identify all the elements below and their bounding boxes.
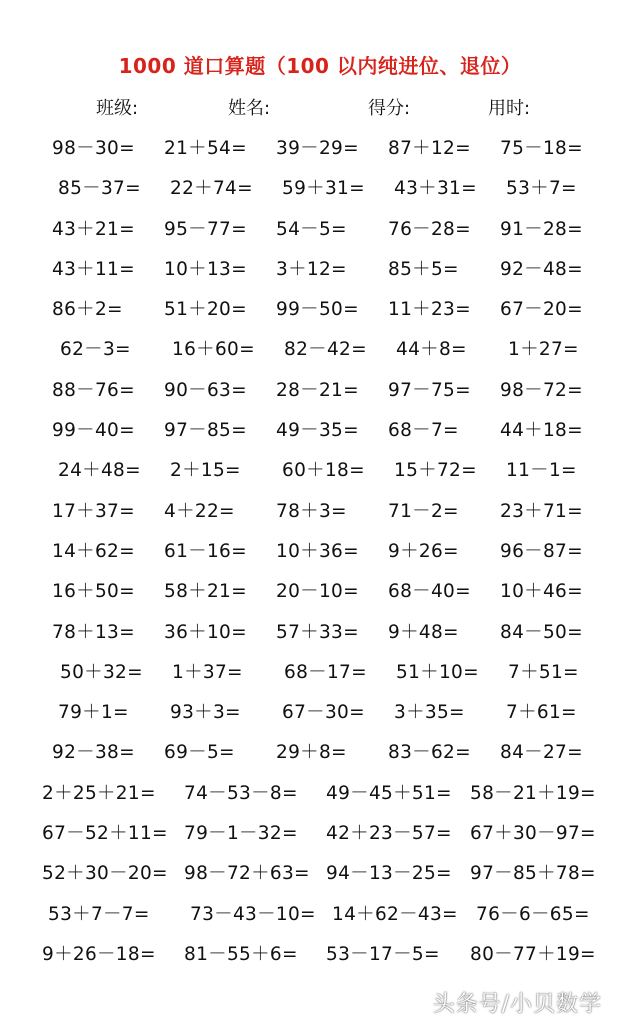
problem-row	[0, 207, 640, 247]
arithmetic-problem: 90－63=	[164, 379, 247, 401]
arithmetic-problem: 2＋25＋21=	[42, 782, 156, 804]
arithmetic-problem: 85＋5=	[388, 258, 459, 280]
arithmetic-problem: 10＋36=	[276, 540, 359, 562]
arithmetic-problem: 95－77=	[164, 218, 247, 240]
info-header	[0, 94, 640, 118]
arithmetic-problem: 59＋31=	[282, 178, 365, 200]
arithmetic-problem: 94－13－25=	[326, 863, 452, 885]
arithmetic-problem: 53－17－5=	[326, 943, 440, 965]
arithmetic-problem: 57＋33=	[276, 621, 359, 643]
arithmetic-problem: 87＋12=	[388, 138, 471, 159]
arithmetic-problem: 73－43－10=	[190, 903, 316, 925]
arithmetic-problem: 50＋32=	[60, 661, 143, 683]
arithmetic-problem: 51＋10=	[396, 661, 479, 683]
arithmetic-problem: 51＋20=	[164, 299, 247, 321]
arithmetic-problem: 53＋7=	[506, 178, 577, 200]
arithmetic-problem: 58－21＋19=	[470, 782, 596, 804]
arithmetic-problem: 9＋26－18=	[42, 943, 156, 965]
arithmetic-problem: 61－16=	[164, 540, 247, 562]
arithmetic-problem: 39－29=	[276, 138, 359, 159]
arithmetic-problem: 52＋30－20=	[42, 863, 168, 885]
arithmetic-problem: 9＋48=	[388, 621, 459, 643]
problem-row	[0, 771, 640, 811]
arithmetic-problem: 7＋51=	[508, 661, 579, 683]
arithmetic-problem: 84－50=	[500, 621, 583, 643]
arithmetic-problem: 16＋50=	[52, 581, 135, 603]
arithmetic-problem: 76－6－65=	[476, 903, 590, 925]
problem-grid	[0, 126, 640, 972]
problem-row	[0, 166, 640, 206]
arithmetic-problem: 92－48=	[500, 258, 583, 280]
arithmetic-problem: 1＋37=	[172, 661, 243, 683]
name-label: 姓名:	[228, 98, 271, 119]
problem-row	[0, 529, 640, 569]
arithmetic-problem: 49－35=	[276, 420, 359, 442]
arithmetic-problem: 60＋18=	[282, 460, 365, 482]
arithmetic-problem: 91－28=	[500, 218, 583, 240]
arithmetic-problem: 29＋8=	[276, 742, 347, 764]
arithmetic-problem: 79－1－32=	[184, 823, 298, 845]
arithmetic-problem: 14＋62－43=	[332, 903, 458, 925]
arithmetic-problem: 83－62=	[388, 742, 471, 764]
problem-row	[0, 126, 640, 166]
arithmetic-problem: 44＋18=	[500, 420, 583, 442]
problem-row	[0, 489, 640, 529]
arithmetic-problem: 67－20=	[500, 299, 583, 321]
arithmetic-problem: 98－72=	[500, 379, 583, 401]
problem-row	[0, 851, 640, 891]
arithmetic-problem: 9＋26=	[388, 540, 459, 562]
arithmetic-problem: 74－53－8=	[184, 782, 298, 804]
arithmetic-problem: 15＋72=	[394, 460, 477, 482]
arithmetic-problem: 58＋21=	[164, 581, 247, 603]
arithmetic-problem: 3＋12=	[276, 258, 347, 280]
arithmetic-problem: 1＋27=	[508, 339, 579, 361]
arithmetic-problem: 79＋1=	[58, 702, 129, 724]
arithmetic-problem: 68－17=	[284, 661, 367, 683]
arithmetic-problem: 86＋2=	[52, 299, 123, 321]
arithmetic-problem: 75－18=	[500, 138, 583, 159]
problem-row	[0, 650, 640, 690]
arithmetic-problem: 78＋13=	[52, 621, 135, 643]
arithmetic-problem: 22＋74=	[170, 178, 253, 200]
arithmetic-problem: 68－7=	[388, 420, 459, 442]
arithmetic-problem: 71－2=	[388, 500, 459, 522]
arithmetic-problem: 80－77＋19=	[470, 943, 596, 965]
arithmetic-problem: 67＋30－97=	[470, 823, 596, 845]
arithmetic-problem: 49－45＋51=	[326, 782, 452, 804]
arithmetic-problem: 85－37=	[58, 178, 141, 200]
arithmetic-problem: 17＋37=	[52, 500, 135, 522]
score-label: 得分:	[368, 98, 411, 119]
arithmetic-problem: 96－87=	[500, 540, 583, 562]
problem-row	[0, 730, 640, 770]
arithmetic-problem: 7＋61=	[506, 702, 577, 724]
problem-row	[0, 811, 640, 851]
arithmetic-problem: 84－27=	[500, 742, 583, 764]
arithmetic-problem: 4＋22=	[164, 500, 235, 522]
problem-row	[0, 690, 640, 730]
problem-row	[0, 408, 640, 448]
problem-row	[0, 892, 640, 932]
problem-row	[0, 287, 640, 327]
arithmetic-problem: 68－40=	[388, 581, 471, 603]
arithmetic-problem: 81－55＋6=	[184, 943, 298, 965]
arithmetic-problem: 10＋13=	[164, 258, 247, 280]
arithmetic-problem: 76－28=	[388, 218, 471, 240]
problem-row	[0, 448, 640, 488]
arithmetic-problem: 54－5=	[276, 218, 347, 240]
arithmetic-problem: 20－10=	[276, 581, 359, 603]
arithmetic-problem: 10＋46=	[500, 581, 583, 603]
arithmetic-problem: 97－85＋78=	[470, 863, 596, 885]
arithmetic-problem: 88－76=	[52, 379, 135, 401]
arithmetic-problem: 62－3=	[60, 339, 131, 361]
arithmetic-problem: 36＋10=	[164, 621, 247, 643]
arithmetic-problem: 97－75=	[388, 379, 471, 401]
arithmetic-problem: 2＋15=	[170, 460, 241, 482]
arithmetic-problem: 16＋60=	[172, 339, 255, 361]
arithmetic-problem: 24＋48=	[58, 460, 141, 482]
arithmetic-problem: 42＋23－57=	[326, 823, 452, 845]
arithmetic-problem: 11＋23=	[388, 299, 471, 321]
arithmetic-problem: 98－72＋63=	[184, 863, 310, 885]
arithmetic-problem: 67－52＋11=	[42, 823, 168, 845]
arithmetic-problem: 53＋7－7=	[48, 903, 150, 925]
problem-row	[0, 368, 640, 408]
problem-row	[0, 610, 640, 650]
arithmetic-problem: 44＋8=	[396, 339, 467, 361]
arithmetic-problem: 43＋21=	[52, 218, 135, 240]
arithmetic-problem: 99－40=	[52, 420, 135, 442]
arithmetic-problem: 23＋71=	[500, 500, 583, 522]
arithmetic-problem: 69－5=	[164, 742, 235, 764]
arithmetic-problem: 99－50=	[276, 299, 359, 321]
arithmetic-problem: 11－1=	[506, 460, 577, 482]
arithmetic-problem: 43＋11=	[52, 258, 135, 280]
class-label: 班级:	[96, 98, 139, 119]
arithmetic-problem: 67－30=	[282, 702, 365, 724]
arithmetic-problem: 78＋3=	[276, 500, 347, 522]
arithmetic-problem: 97－85=	[164, 420, 247, 442]
arithmetic-problem: 92－38=	[52, 742, 135, 764]
arithmetic-problem: 82－42=	[284, 339, 367, 361]
arithmetic-problem: 3＋35=	[394, 702, 465, 724]
problem-row	[0, 327, 640, 367]
time-label: 用时:	[488, 98, 531, 119]
arithmetic-problem: 14＋62=	[52, 540, 135, 562]
arithmetic-problem: 98－30=	[52, 138, 135, 159]
arithmetic-problem: 43＋31=	[394, 178, 477, 200]
arithmetic-problem: 21＋54=	[164, 138, 247, 159]
page-title: 1000 道口算题（100 以内纯进位、退位）	[118, 54, 522, 78]
watermark: 头条号/小贝数学	[432, 992, 602, 1017]
arithmetic-problem: 93＋3=	[170, 702, 241, 724]
problem-row	[0, 247, 640, 287]
problem-row	[0, 932, 640, 972]
problem-row	[0, 569, 640, 609]
arithmetic-problem: 28－21=	[276, 379, 359, 401]
